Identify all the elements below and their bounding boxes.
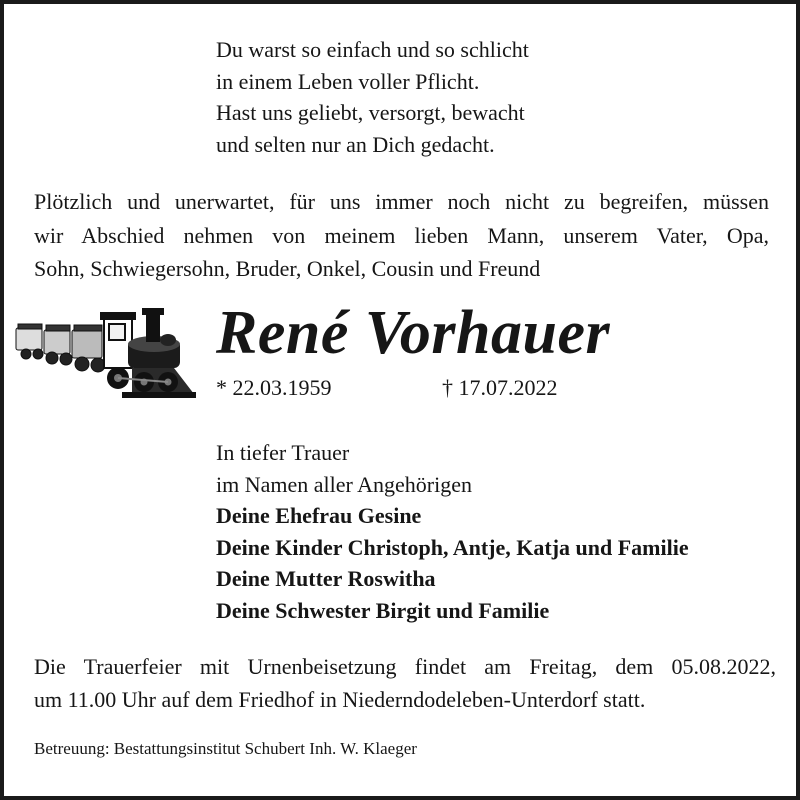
family-member: Deine Mutter Roswitha — [216, 566, 436, 591]
ceremony-text — [34, 650, 776, 716]
ceremony-line: um 11.00 Uhr auf dem Friedhof in Niederndodeleben-Unterdorf statt. — [34, 687, 646, 712]
poem — [216, 34, 529, 160]
poem-line: in einem Leben voller Pflicht. — [216, 68, 480, 94]
steam-train-icon — [14, 304, 196, 404]
death-date: † 17.07.2022 — [442, 375, 558, 400]
deceased-name: René Vorhauer — [216, 299, 611, 367]
poem-line: Hast uns geliebt, versorgt, bewacht — [216, 100, 525, 125]
intro-line: wir Abschied nehmen von meinem lieben Mann, unserem Vater, Opa, — [34, 222, 769, 248]
mourning-line: In tiefer Trauer — [216, 440, 350, 465]
intro-line: Sohn, Schwiegersohn, Bruder, Onkel, Cousin und Freund — [34, 256, 541, 281]
poem-line: und selten nur an Dich gedacht. — [216, 131, 495, 157]
family-member: Deine Schwester Birgit und Familie — [216, 597, 550, 623]
ceremony-line: Die Trauerfeier mit Urnenbeisetzung findet am Freitag, dem 05.08.2022, — [34, 654, 776, 679]
intro-text — [34, 185, 769, 286]
intro-line: Plötzlich und unerwartet, für uns immer noch nicht zu begreifen, müssen — [34, 189, 769, 214]
poem-line: Du warst so einfach und so schlicht — [216, 37, 529, 62]
family-member: Deine Ehefrau Gesine — [216, 503, 422, 528]
mourners-block — [216, 437, 689, 626]
birth-date: * 22.03.1959 — [216, 375, 332, 400]
mourning-line: im Namen aller Angehörigen — [216, 471, 472, 497]
funeral-home-credit: Betreuung: Bestattungsinstitut Schubert Inh. W. Klaeger — [34, 739, 417, 758]
family-member: Deine Kinder Christoph, Antje, Katja und Familie — [216, 534, 689, 560]
